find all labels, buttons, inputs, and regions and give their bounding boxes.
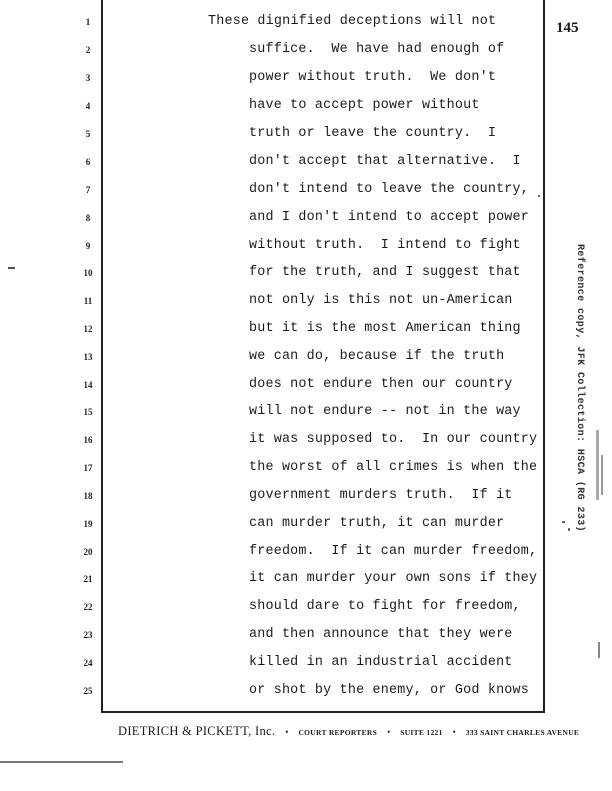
text-line: can murder truth, it can murder (249, 516, 505, 531)
left-margin-rule (101, 0, 103, 713)
scan-speck (538, 195, 540, 197)
text-line: not only is this not un-American (249, 293, 513, 308)
text-line: killed in an industrial accident (249, 655, 513, 670)
text-line: and then announce that they were (249, 627, 513, 642)
line-number: 9 (85, 241, 91, 251)
text-line: does not endure then our country (249, 377, 513, 392)
line-number: 4 (85, 101, 91, 111)
line-number: 10 (83, 268, 93, 278)
line-number: 22 (83, 602, 93, 612)
text-line: but it is the most American thing (249, 321, 521, 336)
line-number: 24 (83, 658, 93, 668)
footer-separator: • (452, 727, 456, 737)
text-line: or shot by the enemy, or God knows (249, 683, 530, 698)
line-number: 21 (83, 574, 93, 584)
text-line: These dignified deceptions will not (208, 14, 497, 29)
text-line: it can murder your own sons if they (249, 571, 538, 586)
line-number: 11 (83, 296, 93, 306)
text-line: suffice. We have had enough of (249, 42, 505, 57)
line-number: 17 (83, 463, 93, 473)
text-line: have to accept power without (249, 98, 480, 113)
firm-name: DIETRICH & PICKETT, Inc. (118, 724, 276, 738)
line-number: 23 (83, 630, 93, 640)
line-number: 14 (83, 380, 93, 390)
footer-court-reporters: COURT REPORTERS (298, 728, 378, 737)
line-number: 5 (85, 129, 91, 139)
text-line: freedom. If it can murder freedom, (249, 544, 538, 559)
line-number: 2 (85, 45, 91, 55)
footer-suite: SUITE 1221 (400, 728, 443, 737)
line-number: 3 (85, 73, 91, 83)
right-margin-rule (543, 0, 545, 713)
footer-separator: • (285, 727, 289, 737)
footer-separator: • (387, 727, 391, 737)
text-line: it was supposed to. In our country (249, 432, 538, 447)
line-number: 12 (83, 324, 93, 334)
text-line: should dare to fight for freedom, (249, 599, 521, 614)
bottom-rule (101, 711, 545, 713)
text-line: don't intend to leave the country, (249, 182, 530, 197)
text-line: without truth. I intend to fight (249, 238, 521, 253)
text-line: and I don't intend to accept power (249, 210, 530, 225)
line-number: 25 (83, 686, 93, 696)
line-number: 8 (85, 213, 91, 223)
footer-address: 333 SAINT CHARLES AVENUE (465, 728, 580, 737)
scan-speck (598, 642, 600, 658)
line-number: 6 (85, 157, 91, 167)
scan-speck (568, 528, 570, 531)
line-number: 15 (83, 407, 93, 417)
text-line: don't accept that alternative. I (249, 154, 521, 169)
line-number: 16 (83, 435, 93, 445)
text-line: will not endure -- not in the way (249, 404, 521, 419)
line-number: 7 (85, 185, 91, 195)
footer (118, 722, 579, 740)
text-line: government murders truth. If it (249, 488, 513, 503)
scan-mark (8, 267, 15, 269)
line-number: 18 (83, 491, 93, 501)
line-number: 1 (85, 17, 91, 27)
text-line: the worst of all crimes is when the (249, 460, 538, 475)
text-line: for the truth, and I suggest that (249, 265, 521, 280)
scan-noise (601, 455, 603, 495)
scan-noise (596, 430, 599, 500)
text-line: truth or leave the country. I (249, 126, 497, 141)
text-line: power without truth. We don't (249, 70, 497, 85)
text-line: we can do, because if the truth (249, 349, 505, 364)
line-number: 20 (83, 547, 93, 557)
scan-speck (562, 521, 565, 523)
line-number: 19 (83, 519, 93, 529)
reference-stamp: Reference copy, JFK Collection: HSCA (RG 233) (574, 244, 585, 533)
line-number: 13 (83, 352, 93, 362)
scan-edge-bar (0, 761, 123, 763)
page-number: 145 (556, 20, 579, 36)
